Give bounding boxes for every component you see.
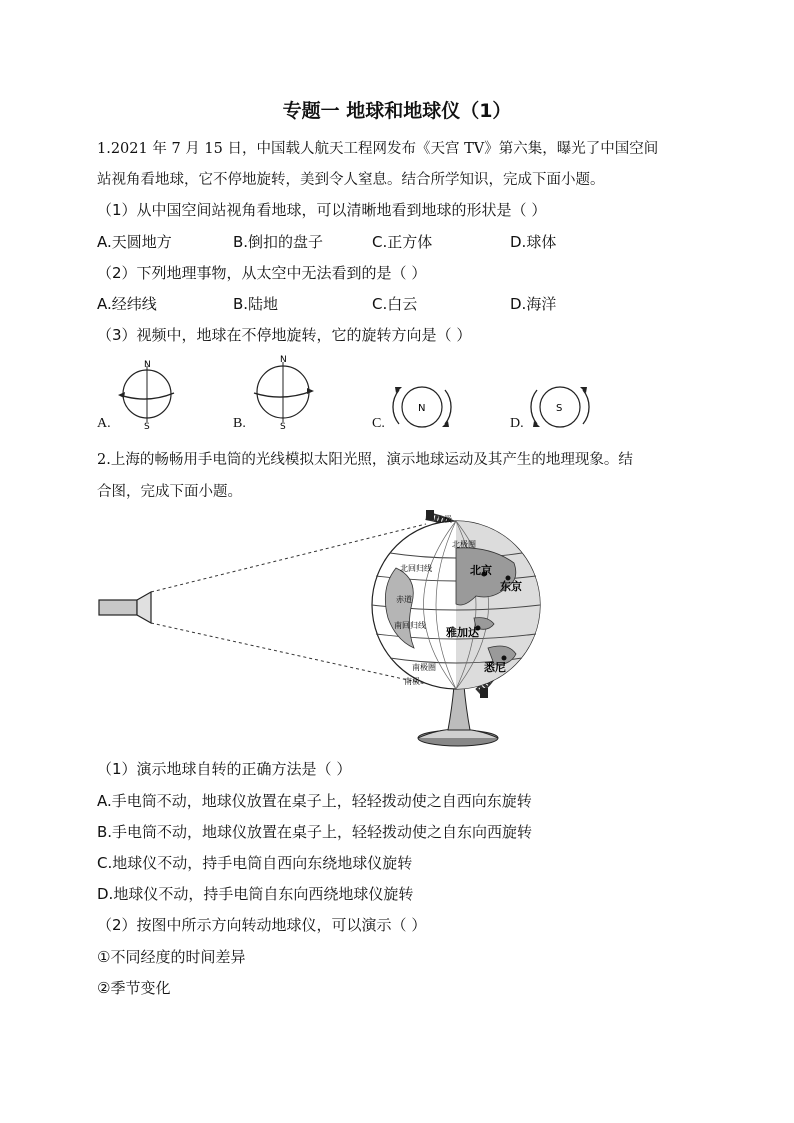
- figure-b-south-label: S: [280, 422, 286, 432]
- label-tropic-capricorn: 南回归线: [394, 621, 426, 630]
- label-tropic-cancer: 北回归线: [400, 564, 432, 573]
- q1-sub2-option-b: B.陆地: [233, 295, 279, 313]
- q2-stem-line2: 合图，完成下面小题。: [97, 484, 242, 500]
- figure-a-north-label: N: [144, 360, 151, 370]
- label-equator: 赤道: [396, 595, 412, 604]
- figure-d-south-label: S: [556, 403, 563, 414]
- figure-c-north-label: N: [418, 403, 426, 414]
- flashlight-head: [137, 592, 151, 623]
- q2-stem-line1: 2.上海的畅畅用手电筒的光线模拟太阳光照，演示地球运动及其产生的地理现象。结: [97, 452, 633, 468]
- q1-sub3-option-c: C.: [372, 416, 385, 431]
- label-north-pole: 北极: [436, 515, 452, 524]
- flashlight-globe-figure: [96, 508, 576, 750]
- label-arctic-circle: 北极圈: [452, 540, 476, 549]
- q1-sub2-option-d: D.海洋: [510, 295, 557, 313]
- label-beijing: 北京: [470, 564, 492, 577]
- q2-sub1-option-a: A.手电筒不动，地球仪放置在桌子上，轻轻拨动使之自西向东旋转: [97, 792, 532, 810]
- q1-sub1-option-a: A.天圆地方: [97, 233, 172, 251]
- q1-sub2-question: （2）下列地理事物，从太空中无法看到的是（ ）: [97, 264, 427, 282]
- q2-sub2-question: （2）按图中所示方向转动地球仪，可以演示（ ）: [97, 916, 427, 934]
- q1-sub1-option-d: D.球体: [510, 233, 557, 251]
- q1-sub3-option-d: D.: [510, 416, 524, 431]
- q1-sub3-question: （3）视频中，地球在不停地旋转，它的旋转方向是（ ）: [97, 326, 472, 344]
- q1-sub1-option-b: B.倒扣的盘子: [233, 233, 324, 251]
- rotation-figure-b: [244, 348, 324, 432]
- q2-sub1-option-b: B.手电筒不动，地球仪放置在桌子上，轻轻拨动使之自东向西旋转: [97, 823, 533, 841]
- q1-stem-line1: 1.2021 年 7 月 15 日，中国载人航天工程网发布《天宫 TV》第六集，曝光了中国空间: [97, 141, 659, 157]
- q1-sub2-option-c: C.白云: [372, 295, 418, 313]
- q1-sub1-question: （1）从中国空间站视角看地球，可以清晰地看到地球的形状是（ ）: [97, 201, 547, 219]
- rotation-figure-d: [522, 378, 602, 438]
- q2-sub2-item-1: ①不同经度的时间差异: [97, 948, 246, 966]
- q2-sub2-item-2: ②季节变化: [97, 979, 171, 997]
- rotation-figure-c: [384, 378, 464, 438]
- q1-sub3-option-a: A.: [97, 416, 111, 431]
- label-sydney: 悉尼: [484, 661, 506, 674]
- label-south-pole: 南极: [404, 677, 420, 686]
- label-tokyo: 东京: [500, 580, 522, 593]
- q1-stem-line2: 站视角看地球，它不停地旋转，美到令人窒息。结合所学知识，完成下面小题。: [97, 172, 605, 188]
- q1-sub2-option-a: A.经纬线: [97, 295, 157, 313]
- page-title: 专题一 地球和地球仪（1）: [282, 100, 512, 122]
- q1-sub1-option-c: C.正方体: [372, 233, 433, 251]
- q1-sub3-option-b: B.: [233, 416, 246, 431]
- q2-sub1-question: （1）演示地球自转的正确方法是（ ）: [97, 760, 352, 778]
- rotation-figure-a: [108, 352, 188, 432]
- label-jakarta: 雅加达: [446, 626, 479, 639]
- q2-sub1-option-c: C.地球仪不动，持手电筒自西向东绕地球仪旋转: [97, 854, 413, 872]
- label-antarctic-circle: 南极圈: [412, 663, 436, 672]
- figure-b-north-label: N: [280, 355, 287, 365]
- figure-a-south-label: S: [144, 422, 150, 432]
- flashlight-body: [99, 600, 137, 615]
- q2-sub1-option-d: D.地球仪不动，持手电筒自东向西绕地球仪旋转: [97, 885, 414, 903]
